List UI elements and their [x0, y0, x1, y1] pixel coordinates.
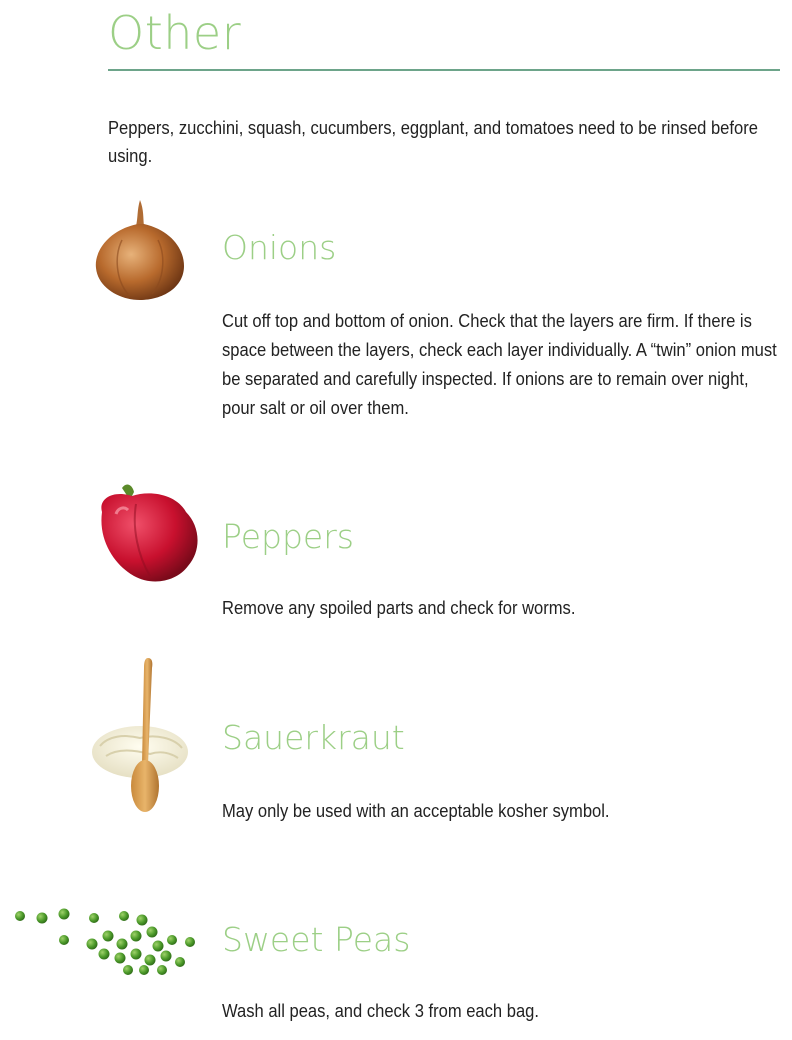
onions-text: Cut off top and bottom of onion. Check that the layers are firm. If there is space between the layers, check each layer individually. A “twin” onion must be separated and carefully inspected. If onions are to remain over night, pour salt or oil over them.	[222, 311, 777, 418]
red-pepper-image	[92, 478, 204, 590]
heading-onions: Onions	[222, 228, 337, 267]
sweet-peas-text: Wash all peas, and check 3 from each bag.	[222, 1001, 539, 1021]
sauerkraut-text: May only be used with an acceptable kosher symbol.	[222, 801, 610, 821]
sauerkraut-spoon-image	[84, 654, 194, 814]
title-divider	[108, 69, 780, 71]
page-title: Other	[108, 6, 242, 60]
peas-image	[12, 904, 208, 980]
onion-image	[88, 196, 192, 306]
intro-paragraph: Peppers, zucchini, squash, cucumbers, eggplant, and tomatoes need to be rinsed before using.	[108, 118, 758, 166]
heading-peppers: Peppers	[222, 517, 354, 556]
heading-sweet-peas: Sweet Peas	[222, 920, 411, 959]
heading-sauerkraut: Sauerkraut	[222, 718, 405, 757]
peppers-text: Remove any spoiled parts and check for worms.	[222, 598, 576, 618]
